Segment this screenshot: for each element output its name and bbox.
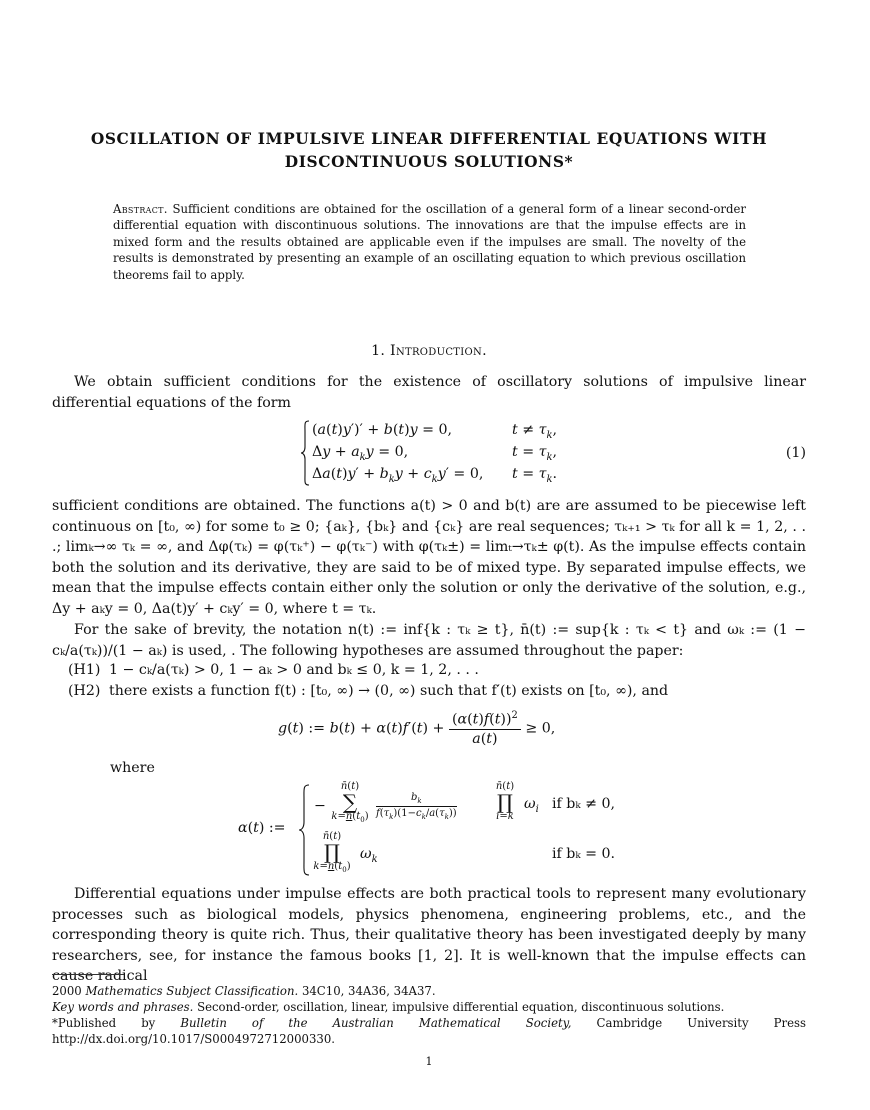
paper-title xyxy=(52,128,806,174)
h1-label: (H1) xyxy=(68,662,101,678)
alpha-brace xyxy=(298,784,310,876)
eq1-row-3: $\Delta a(t)y' + b_ky + c_ky' = 0$, xyxy=(312,466,484,485)
h2-label: (H2) xyxy=(68,683,101,699)
alpha-case-1-fraction: $\frac{b_k}{f(\tau_k)(1-c_k/a(\tau_k))}$ xyxy=(376,792,457,821)
left-brace xyxy=(300,420,310,486)
eq1-row-1: (a(t)y′)′ + b(t)y = 0, xyxy=(312,422,453,438)
footnote-pub-publisher: Cambridge University Press xyxy=(596,1016,807,1030)
footnote-msc xyxy=(52,983,806,999)
hypothesis-h1 xyxy=(68,662,479,678)
g-fraction: $\frac{(\alpha(t)f(t))^2}{a(t)}$ xyxy=(449,710,521,747)
alpha-case-1-minus: − xyxy=(314,798,326,814)
alpha-case-2-product: n̄(t) ∏ $k=n(t_0)$ xyxy=(313,831,351,874)
alpha-lhs: α(t) := xyxy=(238,820,286,836)
footnote-published xyxy=(52,1015,806,1031)
paragraph-3: For the sake of brevity, the notation n(t) := inf{k : τₖ ≥ t}, n̄(t) := sup{k : τₖ < t} and ωₖ := (1 − cₖ/a(τₖ))/(1 − aₖ) is used, . The following hypotheses are assumed throughout the paper: xyxy=(52,622,806,659)
alpha-case-2-condition: if bₖ = 0. xyxy=(552,846,615,862)
footnote-pub-prefix: *Published by xyxy=(52,1016,156,1030)
where-label: where xyxy=(110,760,155,776)
alpha-case-1-product: n̄(t) ∏ i=k xyxy=(495,781,515,822)
footnote-kw-text: Second-order, oscillation, linear, impulsive differential equation, discontinuous solutions. xyxy=(197,1000,725,1014)
alpha-case-1-condition: if bₖ ≠ 0, xyxy=(552,796,615,812)
footnote-kw-label: Key words and phrases. xyxy=(52,1000,194,1014)
hypothesis-h2 xyxy=(68,683,668,699)
eq1-row-2: $\Delta y + a_ky = 0$, xyxy=(312,444,409,463)
h1-text: 1 − cₖ/a(τₖ) > 0, 1 − aₖ > 0 and bₖ ≤ 0, k = 1, 2, . . . xyxy=(109,662,479,678)
paragraph-2: sufficient conditions are obtained. The functions a(t) > 0 and b(t) are are assumed to be piecewise left continuous on [t₀, ∞) for some t₀ ≥ 0; {aₖ}, {bₖ} and {cₖ} are real sequences; τₖ₊₁ > τₖ for all k = 1, 2, . . .; limₖ→∞ τₖ = ∞, and Δφ(τₖ) = φ(τₖ⁺) − φ(τₖ⁻) with φ(τₖ±) = limₜ→τₖ± φ(t). As the impulse effects contain both the solution and its derivative, they are said to be of mixed type. By separated impulse effects, we mean that the impulse effects contain either only the solution or only the derivative of the solution, e.g., Δy + aₖy = 0, Δa(t)y′ + cₖy′ = 0, where t = τₖ. xyxy=(52,498,806,617)
title-line-1: OSCILLATION OF IMPULSIVE LINEAR DIFFERENTIAL EQUATIONS WITH xyxy=(90,130,768,148)
abstract-label: Abstract. xyxy=(113,202,168,216)
footnote-msc-codes: 34C10, 34A36, 34A37. xyxy=(301,984,436,998)
h2-text: there exists a function f(t) : [t₀, ∞) → (0, ∞) such that f′(t) exists on [t₀, ∞), and xyxy=(109,683,669,699)
paragraph-4: Differential equations under impulse effects are both practical tools to represent many evolutionary processes such as biological models, physics phenomena, engineering problems, etc., and the corresponding theory is quite rich. Thus, their qualitative theory has been investigated deeply by many researchers, see, for instance the famous books [1, 2]. It is well-known that the impulse effects can cause radical xyxy=(52,886,806,985)
footnote-doi: http://dx.doi.org/10.1017/S0004972712000330. xyxy=(52,1032,335,1046)
footnote-keywords xyxy=(52,999,806,1015)
title-line-2: DISCONTINUOUS SOLUTIONS* xyxy=(284,153,574,171)
equation-1 xyxy=(300,420,620,490)
alpha-definition xyxy=(238,782,668,880)
section-heading: 1. Introduction. xyxy=(371,343,487,359)
footnote-rule xyxy=(52,974,124,975)
eq1-cond-3: $t = \tau_k$. xyxy=(512,466,558,485)
footnote-msc-year: 2000 xyxy=(52,984,82,998)
abstract-text: Sufficient conditions are obtained for the oscillation of a general form of a linear second-order differential equation with discontinuous solutions. The innovations are that the impulse effects are in mixed form and the results obtained are applicable even if the impulses are small. The novelty of the results is demonstrated by presenting an example of an oscillating equation to which previous oscillation theorems fail to apply. xyxy=(113,202,746,282)
abstract xyxy=(113,201,746,283)
footnote-pub-journal: Bulletin of the Australian Mathematical Society, xyxy=(180,1016,572,1030)
page-number: 1 xyxy=(425,1055,433,1068)
equation-number-1: (1) xyxy=(785,445,806,461)
eq1-cond-1: $t \ne \tau_k$, xyxy=(512,422,558,441)
alpha-case-1-sum: n̄(t) ∑ $k=n(t_0)$ xyxy=(331,781,369,824)
footnote-msc-label: Mathematics Subject Classification. xyxy=(85,984,299,998)
intro-paragraph: We obtain sufficient conditions for the existence of oscillatory solutions of impulsive linear differential equations of the form xyxy=(52,374,806,411)
alpha-case-2-omega: $\omega_k$ xyxy=(360,846,378,865)
g-equation: g(t) := b(t) + α(t)f′(t) + $\frac{(\alpha(t)f(t))^2}{a(t)}$ ≥ 0, xyxy=(278,710,556,747)
alpha-case-1-omega: $\omega_i$ xyxy=(524,796,539,815)
eq1-cond-2: $t = \tau_k$, xyxy=(512,444,558,463)
